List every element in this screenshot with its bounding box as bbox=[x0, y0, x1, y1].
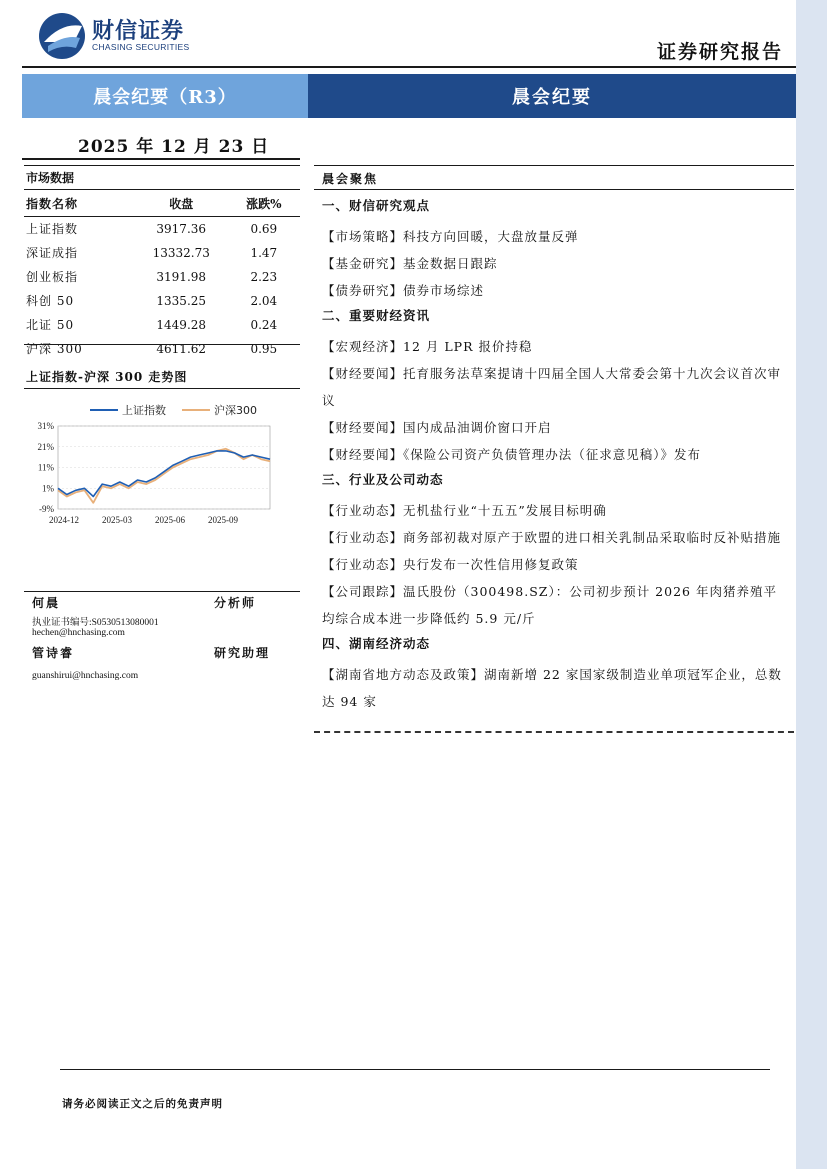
list-item: 【湖南省地方动态及政策】湖南新增 22 家国家级制造业单项冠军企业，总数达 94 家 bbox=[322, 667, 782, 709]
index-chg: 0.95 bbox=[250, 341, 278, 356]
list-item: 【行业动态】商务部初裁对原产于欧盟的进口相关乳制品采取临时反补贴措施 bbox=[322, 530, 782, 545]
table-row bbox=[24, 289, 300, 313]
banner-left-text: 晨会纪要（R3） bbox=[93, 87, 237, 108]
banner-right bbox=[308, 74, 796, 118]
market-data-section bbox=[24, 165, 300, 361]
index-close: 1335.25 bbox=[156, 293, 207, 308]
table-row bbox=[24, 217, 300, 242]
index-chg: 2.23 bbox=[250, 269, 278, 284]
right-decorative-stripe bbox=[796, 0, 827, 1169]
index-close: 3917.36 bbox=[156, 221, 207, 236]
trend-chart bbox=[24, 396, 300, 534]
disclaimer-note: 请务必阅读正文之后的免责声明 bbox=[62, 1098, 223, 1110]
market-table-header bbox=[24, 190, 300, 217]
trend-divider bbox=[24, 388, 300, 389]
col-chg-header: 涨跌% bbox=[228, 190, 300, 217]
chart-x-tick-label: 2025-06 bbox=[155, 515, 185, 525]
section-heading: 四、湖南经济动态 bbox=[322, 636, 431, 651]
index-name: 北证 50 bbox=[26, 318, 75, 332]
table-row bbox=[24, 241, 300, 265]
col-name-header: 指数名称 bbox=[24, 190, 135, 217]
index-name: 上证指数 bbox=[26, 222, 79, 236]
analyst-divider-top bbox=[24, 591, 300, 592]
report-type: 证券研究报告 bbox=[656, 41, 783, 63]
index-name: 深证成指 bbox=[26, 246, 79, 260]
header-divider bbox=[22, 66, 796, 68]
market-data-title: 市场数据 bbox=[24, 165, 300, 190]
focus-dashed-divider bbox=[314, 731, 794, 733]
banner-right-text: 晨会纪要 bbox=[512, 87, 592, 108]
analyst-email: hechen@hnchasing.com bbox=[32, 628, 125, 638]
index-name: 科创 50 bbox=[26, 294, 75, 308]
index-close: 1449.28 bbox=[156, 317, 207, 332]
chart-y-tick-label: 11% bbox=[37, 462, 54, 473]
index-close: 13332.73 bbox=[152, 245, 210, 260]
footer-divider bbox=[60, 1069, 770, 1070]
chart-y-tick-label: 21% bbox=[37, 441, 54, 452]
brand-name-en: CHASING SECURITIES bbox=[92, 42, 190, 52]
section-heading: 一、财信研究观点 bbox=[322, 198, 431, 213]
table-row bbox=[24, 337, 300, 361]
company-logo-icon bbox=[38, 12, 86, 60]
table-row bbox=[24, 265, 300, 289]
index-chg: 0.24 bbox=[250, 317, 278, 332]
table-row bbox=[24, 313, 300, 337]
index-chg: 1.47 bbox=[250, 245, 278, 260]
list-item: 【市场策略】科技方向回暖，大盘放量反弹 bbox=[322, 229, 579, 244]
analyst-name: 何晨 bbox=[32, 596, 61, 610]
index-chg: 0.69 bbox=[250, 221, 278, 236]
chart-y-tick-label: -9% bbox=[39, 504, 54, 514]
focus-content bbox=[322, 196, 788, 715]
banner-left bbox=[22, 74, 308, 118]
chart-series-line-csi300 bbox=[58, 449, 270, 503]
section-heading: 三、行业及公司动态 bbox=[322, 472, 444, 487]
chart-y-tick-label: 31% bbox=[37, 421, 54, 431]
list-item: 【财经要闻】托育服务法草案提请十四届全国人大常委会第十九次会议首次审议 bbox=[322, 366, 782, 408]
index-chg: 2.04 bbox=[250, 293, 278, 308]
list-item: 【行业动态】央行发布一次性信用修复政策 bbox=[322, 557, 579, 572]
list-item: 【财经要闻】国内成品油调价窗口开启 bbox=[322, 420, 552, 435]
analyst-role: 分析师 bbox=[214, 596, 257, 610]
analyst-cert: 执业证书编号:S0530513080001 bbox=[32, 618, 159, 628]
chart-legend-label: 沪深300 bbox=[214, 404, 257, 417]
index-name: 创业板指 bbox=[26, 270, 79, 284]
report-date: 2025 年 12 月 23 日 bbox=[78, 137, 270, 157]
chart-x-tick-label: 2025-03 bbox=[102, 515, 132, 525]
list-item: 【债券研究】债券市场综述 bbox=[322, 283, 485, 298]
list-item: 【基金研究】基金数据日跟踪 bbox=[322, 256, 498, 271]
market-table bbox=[24, 190, 300, 361]
chart-x-tick-label: 2024-12 bbox=[49, 515, 79, 525]
focus-title: 晨会聚焦 bbox=[322, 172, 379, 186]
section-heading: 二、重要财经资讯 bbox=[322, 308, 431, 323]
analyst-role: 研究助理 bbox=[214, 646, 271, 660]
focus-divider-top bbox=[314, 165, 794, 166]
brand-name-cn: 财信证券 bbox=[92, 19, 185, 44]
trend-chart-title: 上证指数-沪深 300 走势图 bbox=[26, 370, 188, 384]
analyst-name: 管诗睿 bbox=[32, 646, 75, 660]
index-name: 沪深 300 bbox=[26, 342, 83, 356]
focus-divider-bottom bbox=[314, 189, 794, 190]
chart-y-tick-label: 1% bbox=[42, 483, 54, 494]
chart-x-tick-label: 2025-09 bbox=[208, 515, 238, 525]
list-item: 【财经要闻】《保险公司资产负债管理办法（征求意见稿）》发布 bbox=[322, 447, 702, 462]
list-item: 【行业动态】无机盐行业“十五五”发展目标明确 bbox=[322, 503, 607, 518]
chart-legend-label: 上证指数 bbox=[122, 404, 166, 417]
date-divider bbox=[22, 158, 300, 160]
index-close: 3191.98 bbox=[156, 269, 207, 284]
market-table-bottom-line bbox=[24, 344, 300, 345]
index-close: 4611.62 bbox=[156, 341, 207, 356]
analyst-email: guanshirui@hnchasing.com bbox=[32, 671, 139, 681]
col-close-header: 收盘 bbox=[135, 190, 228, 217]
list-item: 【宏观经济】12 月 LPR 报价持稳 bbox=[322, 339, 533, 354]
list-item: 【公司跟踪】温氏股份（300498.SZ）：公司初步预计 2026 年肉猪养殖平均综合成本进一步降低约 5.9 元/斤 bbox=[322, 584, 777, 626]
